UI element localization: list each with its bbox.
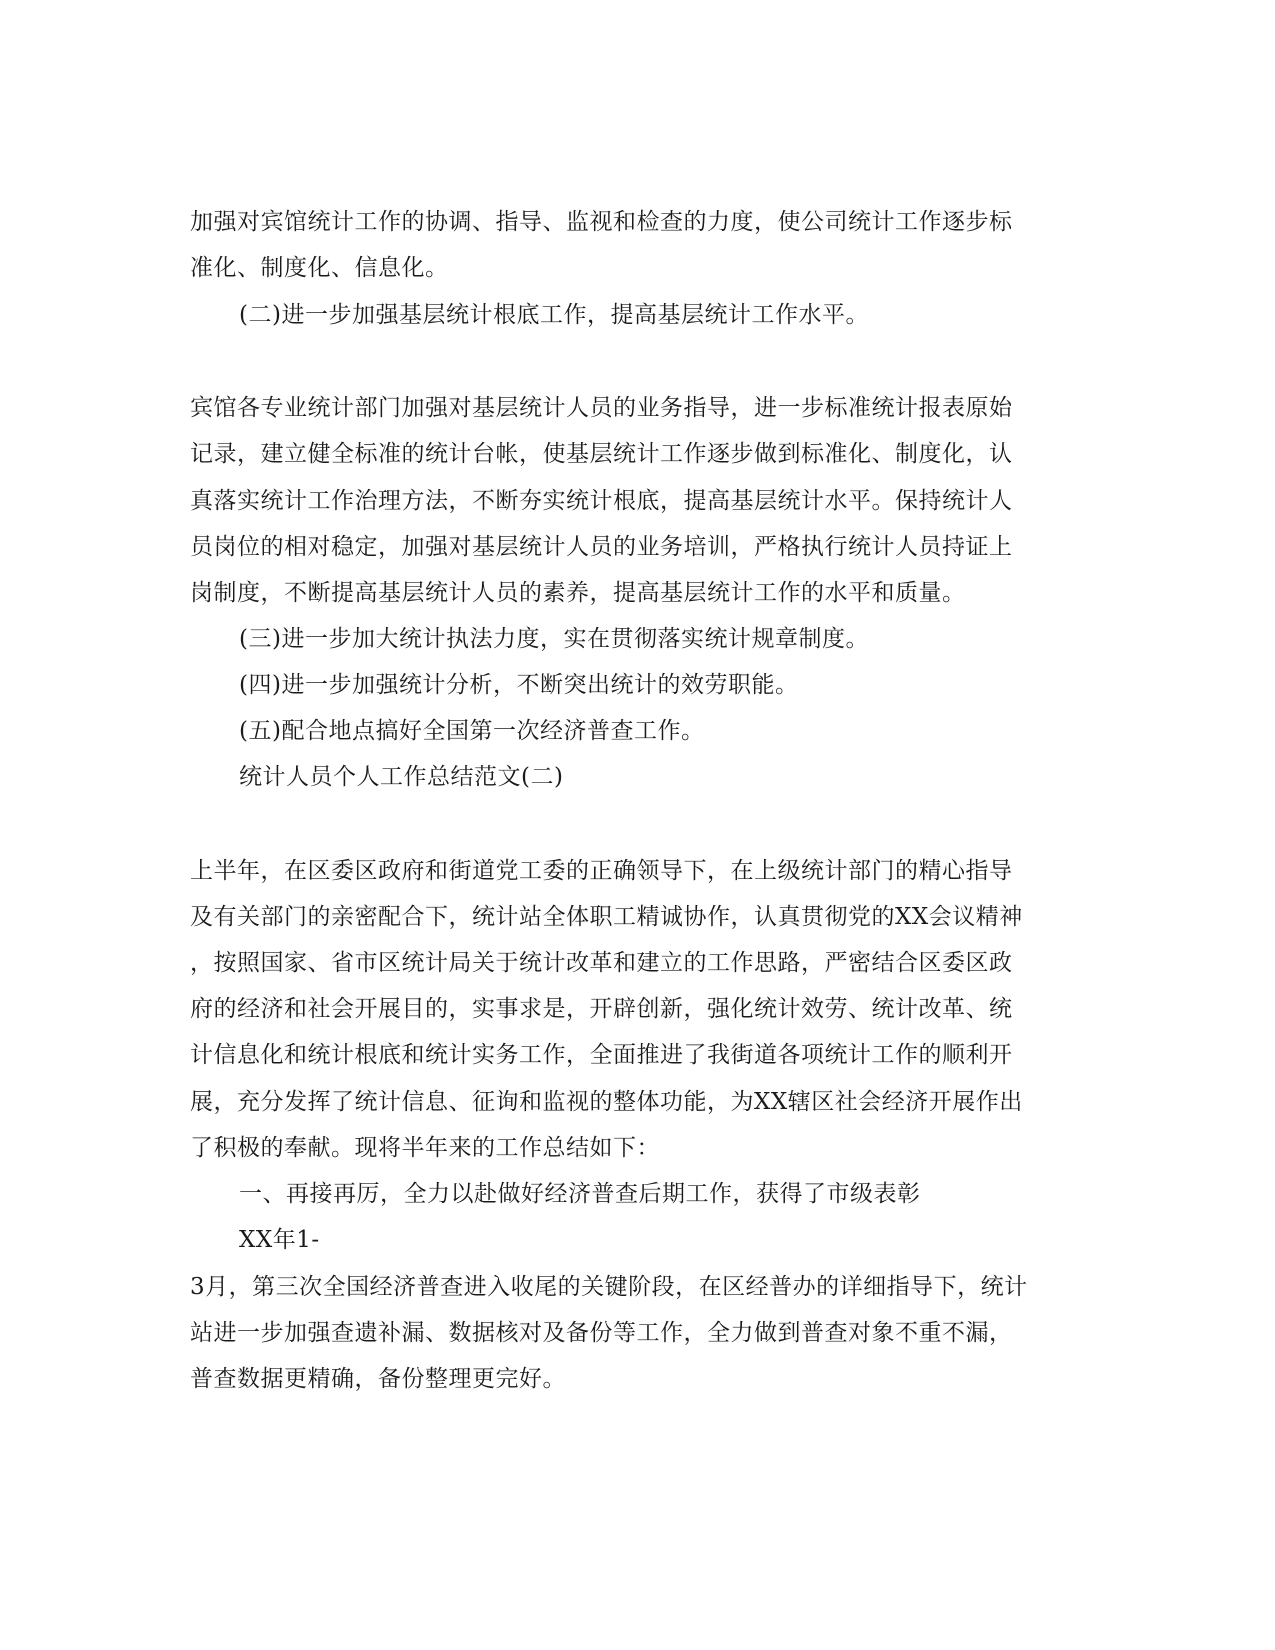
paragraph-line: 及有关部门的亲密配合下，统计站全体职工精诚协作，认真贯彻党的XX会议精神 [190,904,1023,930]
paragraph-line: 府的经济和社会开展目的，实事求是，开辟创新，强化统计效劳、统计改革、统 [190,996,1013,1022]
paragraph-line: XX年1- [239,1227,320,1253]
paragraph-line: 员岗位的相对稳定，加强对基层统计人员的业务培训，严格执行统计人员持证上 [190,534,1013,560]
paragraph-line: 上半年，在区委区政府和街道党工委的正确领导下，在上级统计部门的精心指导 [190,858,1013,884]
paragraph-line: ，按照国家、省市区统计局关于统计改革和建立的工作思路，严密结合区委区政 [190,950,1013,976]
paragraph-line: 计信息化和统计根底和统计实务工作，全面推进了我街道各项统计工作的顺利开 [190,1042,1013,1068]
paragraph-line: 3月，第三次全国经济普查进入收尾的关键阶段，在区经普办的详细指导下，统计 [190,1274,1028,1300]
section-heading: (五)配合地点搞好全国第一次经济普查工作。 [239,718,705,744]
paragraph-line: 准化、制度化、信息化。 [190,255,449,281]
paragraph-line: 了积极的奉献。现将半年来的工作总结如下： [190,1135,660,1161]
paragraph-line: 普查数据更精确，备份整理更完好。 [190,1366,566,1392]
article-title: 统计人员个人工作总结范文(二) [239,764,564,790]
paragraph-line: 岗制度，不断提高基层统计人员的素养，提高基层统计工作的水平和质量。 [190,580,966,606]
section-heading: (二)进一步加强基层统计根底工作，提高基层统计工作水平。 [239,302,869,328]
paragraph-line: 真落实统计工作治理方法，不断夯实统计根底，提高基层统计水平。保持统计人 [190,488,1013,514]
paragraph-line: 加强对宾馆统计工作的协调、指导、监视和检查的力度，使公司统计工作逐步标 [190,209,1013,235]
paragraph-line: 记录，建立健全标准的统计台帐，使基层统计工作逐步做到标准化、制度化，认 [190,441,1013,467]
section-heading: (四)进一步加强统计分析，不断突出统计的效劳职能。 [239,672,799,698]
section-heading: (三)进一步加大统计执法力度，实在贯彻落实统计规章制度。 [239,626,869,652]
section-heading: 一、再接再厉，全力以赴做好经济普查后期工作，获得了市级表彰 [239,1181,921,1207]
paragraph-line: 宾馆各专业统计部门加强对基层统计人员的业务指导，进一步标准统计报表原始 [190,395,1013,421]
paragraph-line: 展，充分发挥了统计信息、征询和监视的整体功能，为XX辖区社会经济开展作出 [190,1089,1023,1115]
paragraph-line: 站进一步加强查遗补漏、数据核对及备份等工作，全力做到普查对象不重不漏， [190,1320,1013,1346]
